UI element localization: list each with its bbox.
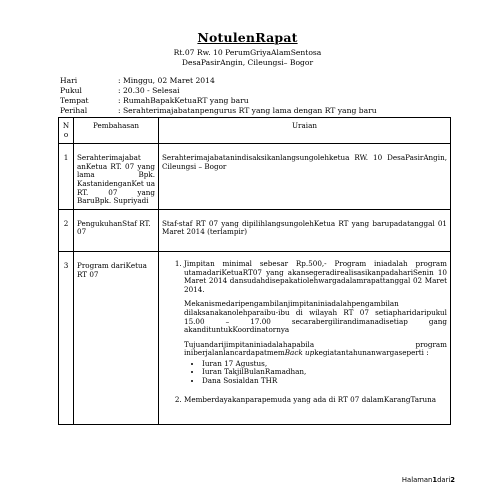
row-no: 3 xyxy=(59,251,74,424)
footer-mid: dari xyxy=(437,476,451,484)
row-no: 1 xyxy=(59,144,74,210)
paragraph: Mekanismedaripengambilanjimpitaniniadalahpengambilan dilaksanakanolehparaibu-ibu di wilayah RT 07 setiapharidaripukul 15.00 – 17.00 secarabergilirandimanadisetiap gang akandituntukKoordinatornya xyxy=(184,299,447,335)
row-no: 2 xyxy=(59,209,74,251)
meta-row-hari xyxy=(60,76,377,86)
meta-value: : Serahterimajabatanpengurus RT yang lama dengan RT yang baru xyxy=(118,106,377,115)
row-pembahasan: Serahterimajabat anKetua RT. 07 yang lama Bpk. KastanidenganKet ua RT. 07 yang BaruBpk. Supriyadi xyxy=(74,144,159,210)
meta-row-pukul xyxy=(60,86,377,96)
meta-row-perihal xyxy=(60,106,377,116)
footer-total: 2 xyxy=(450,476,455,484)
meta-label: Pukul xyxy=(60,86,82,95)
meta-row-tempat xyxy=(60,96,377,106)
bullet-list xyxy=(184,360,447,386)
meta-label: Perihal xyxy=(60,106,88,115)
page-footer xyxy=(402,476,455,484)
list-item: • Iuran TakjilBulanRamadhan, xyxy=(202,368,447,377)
footer-page: 1 xyxy=(432,476,438,484)
row-uraian xyxy=(159,251,451,424)
header-no: N o xyxy=(59,118,74,144)
row-uraian: Staf-staf RT 07 yang dipilihlangsungolehKetua RT yang barupadatanggal 01 Maret 2014 (terlampir) xyxy=(159,209,451,251)
meeting-info xyxy=(60,76,377,116)
meta-label: Hari xyxy=(60,76,78,85)
table-header-row xyxy=(59,118,451,144)
text-run-italic: Back up xyxy=(284,348,315,358)
minutes-table xyxy=(58,117,451,425)
text-run: kegiatantahunanwargaseperti : xyxy=(314,348,429,358)
row-pembahasan: PengukuhanStaf RT. 07 xyxy=(74,209,159,251)
text-run: Tujuandarijimpitaniniadalahapabila program iniberjalanlancardapatmem xyxy=(184,339,447,358)
table-row xyxy=(59,144,451,210)
meta-label: Tempat xyxy=(60,96,89,105)
list-item: • Dana Sosialdan THR xyxy=(202,377,447,386)
row-pembahasan: Program dariKetua RT 07 xyxy=(74,251,159,424)
program-list xyxy=(162,260,447,404)
address-line-2: DesaPasirAngin, Cileungsi– Bogor xyxy=(181,58,314,67)
paragraph xyxy=(184,341,447,358)
list-item: • Iuran 17 Agustus, xyxy=(202,360,447,369)
document-title: NotulenRapat xyxy=(197,30,298,45)
list-item xyxy=(184,260,447,386)
footer-prefix: Halaman xyxy=(401,476,433,484)
meta-value: : Minggu, 02 Maret 2014 xyxy=(118,76,215,85)
paragraph: 1. Jimpitan minimal sebesar Rp.500,- Program iniadalah program utamadariKetuaRT07 yang akansegeradirealisasikanpadahariSenin 10 Maret 2014 dansudahdisepakatiolehwargadalamrapattanggal 02 Maret 2014. xyxy=(184,258,447,294)
header-pembahasan: Pembahasan xyxy=(74,118,159,144)
header-uraian: Uraian xyxy=(159,118,451,144)
paragraph: 2. Memberdayakanparapemuda yang ada di RT 07 dalamKarangTaruna xyxy=(184,394,436,404)
table-row xyxy=(59,209,451,251)
meta-value: : RumahBapakKetuaRT yang baru xyxy=(118,96,249,105)
address-line-1: Rt.07 Rw. 10 PerumGriyaAlamSentosa xyxy=(173,48,322,57)
meta-value: : 20.30 - Selesai xyxy=(118,86,180,95)
list-item xyxy=(184,396,447,405)
row-uraian: Serahterimajabatanindisaksikanlangsungolehketua RW. 10 DesaPasirAngin, Cileungsi – Bogor xyxy=(159,144,451,210)
table-row xyxy=(59,251,451,424)
